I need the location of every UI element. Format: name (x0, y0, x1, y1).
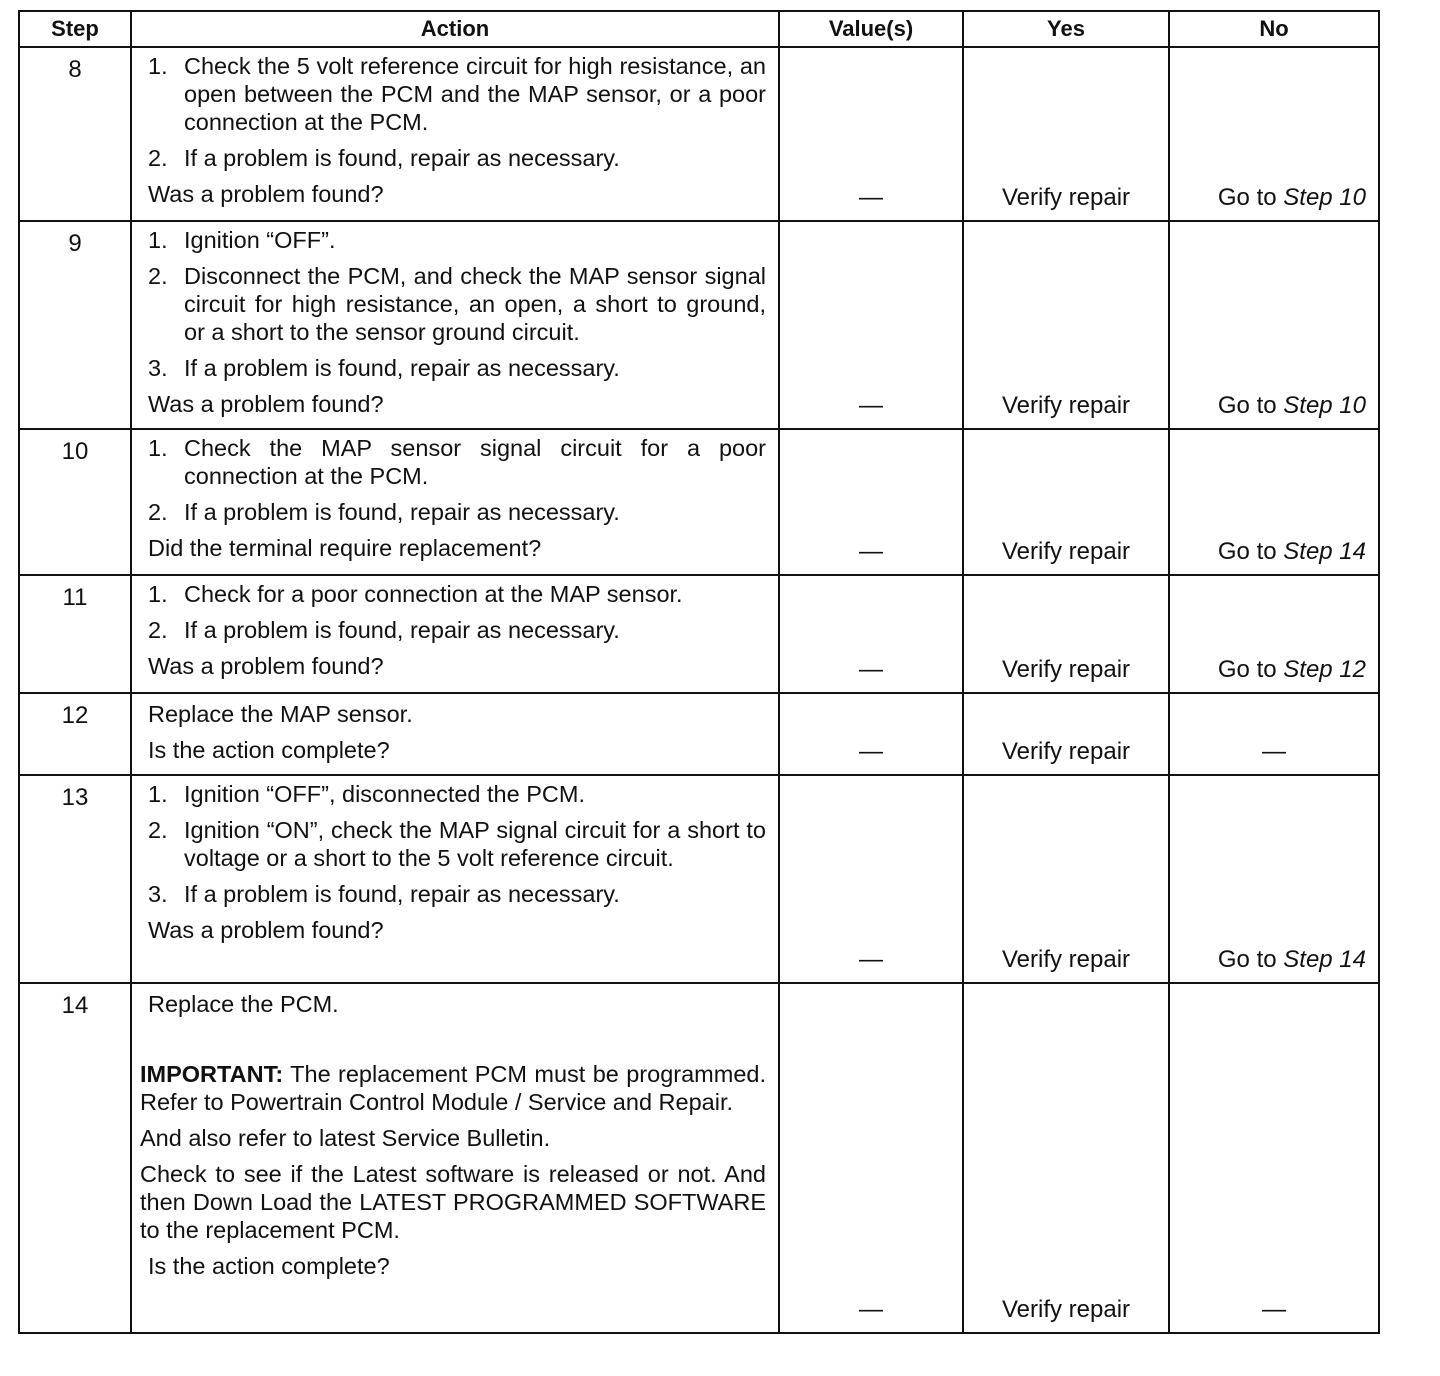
no-cell: — (1169, 693, 1379, 775)
value-cell: — (779, 575, 963, 693)
important-note (140, 1060, 766, 1116)
no-prefix: Go to (1217, 184, 1284, 211)
yes-cell: Verify repair (963, 221, 1169, 429)
step-reference: Step 10 (1283, 184, 1366, 211)
action-cell (131, 775, 779, 983)
table-row (19, 575, 1379, 693)
table-row (19, 221, 1379, 429)
action-list (148, 580, 766, 644)
table-row (19, 775, 1379, 983)
action-text: Replace the PCM. (148, 991, 339, 1017)
diagnostic-table (18, 10, 1380, 1334)
list-item: 2. If a problem is found, repair as necessary. (148, 145, 620, 171)
value-cell: — (779, 693, 963, 775)
header-step: Step (19, 11, 131, 47)
no-prefix: Go to (1217, 946, 1284, 973)
action-cell (131, 221, 779, 429)
step-number: 13 (19, 775, 131, 983)
question-text: Did the terminal require replacement? (148, 535, 542, 561)
table-row (19, 693, 1379, 775)
header-values: Value(s) (779, 11, 963, 47)
service-bulletin-note: And also refer to latest Service Bulletin. (140, 1125, 551, 1151)
value-cell: — (779, 983, 963, 1333)
yes-cell: Verify repair (963, 429, 1169, 575)
software-note: Check to see if the Latest software is released or not. And then Down Load the LATEST PROGRAMMED SOFTWARE to the replacement PCM. (140, 1161, 766, 1243)
no-cell (1169, 429, 1379, 575)
step-reference: Step 10 (1283, 392, 1366, 419)
header-action: Action (131, 11, 779, 47)
list-item: 2. Ignition “ON”, check the MAP signal circuit for a short to voltage or a short to the 5 volt reference circuit. (148, 817, 766, 871)
table-row (19, 47, 1379, 221)
list-item: 1. Check for a poor connection at the MAP sensor. (148, 581, 683, 607)
value-cell: — (779, 47, 963, 221)
step-number: 8 (19, 47, 131, 221)
action-list (148, 434, 766, 526)
list-item: 3. If a problem is found, repair as necessary. (148, 881, 620, 907)
action-cell (131, 693, 779, 775)
yes-cell: Verify repair (963, 775, 1169, 983)
important-label: IMPORTANT: (140, 1061, 284, 1087)
action-list (148, 52, 766, 172)
header-no: No (1169, 11, 1379, 47)
no-cell (1169, 775, 1379, 983)
list-item: 3. If a problem is found, repair as necessary. (148, 355, 620, 381)
no-cell: — (1169, 983, 1379, 1333)
action-cell (131, 983, 779, 1333)
action-cell (131, 575, 779, 693)
question-text: Was a problem found? (148, 653, 384, 679)
value-cell: — (779, 221, 963, 429)
list-item: 2. Disconnect the PCM, and check the MAP sensor signal circuit for high resistance, an open, a short to ground, or a short to the sensor ground circuit. (148, 263, 766, 345)
no-prefix: Go to (1217, 656, 1284, 683)
step-reference: Step 14 (1283, 538, 1366, 565)
no-cell (1169, 575, 1379, 693)
list-item: 1. Check the 5 volt reference circuit for high resistance, an open between the PCM and the MAP sensor, or a poor connection at the PCM. (148, 53, 766, 135)
table-row (19, 429, 1379, 575)
step-reference: Step 14 (1283, 946, 1366, 973)
no-cell (1169, 47, 1379, 221)
question-text: Was a problem found? (148, 917, 384, 943)
step-number: 9 (19, 221, 131, 429)
no-cell (1169, 221, 1379, 429)
action-list (148, 226, 766, 382)
step-number: 12 (19, 693, 131, 775)
list-item: 1. Ignition “OFF”, disconnected the PCM. (148, 781, 585, 807)
yes-cell: Verify repair (963, 693, 1169, 775)
value-cell: — (779, 429, 963, 575)
table-row (19, 983, 1379, 1333)
yes-cell: Verify repair (963, 575, 1169, 693)
yes-cell: Verify repair (963, 47, 1169, 221)
question-text: Was a problem found? (148, 181, 384, 207)
value-cell: — (779, 775, 963, 983)
action-list (148, 780, 766, 908)
step-reference: Step 12 (1283, 656, 1366, 683)
header-yes: Yes (963, 11, 1169, 47)
list-item: 2. If a problem is found, repair as necessary. (148, 617, 620, 643)
important-text: The replacement PCM must be programmed. Refer to Powertrain Control Module / Service and Repair. (140, 1061, 766, 1115)
list-item: 1. Check the MAP sensor signal circuit for a poor connection at the PCM. (148, 435, 766, 489)
action-cell (131, 429, 779, 575)
action-text: Replace the MAP sensor. (148, 701, 413, 727)
list-item: 2. If a problem is found, repair as necessary. (148, 499, 620, 525)
step-number: 11 (19, 575, 131, 693)
step-number: 10 (19, 429, 131, 575)
action-cell (131, 47, 779, 221)
no-prefix: Go to (1217, 392, 1284, 419)
question-text: Is the action complete? (148, 737, 390, 763)
question-text: Is the action complete? (148, 1253, 390, 1279)
header-row (19, 11, 1379, 47)
no-prefix: Go to (1217, 538, 1284, 565)
yes-cell: Verify repair (963, 983, 1169, 1333)
question-text: Was a problem found? (148, 391, 384, 417)
step-number: 14 (19, 983, 131, 1333)
list-item: 1. Ignition “OFF”. (148, 227, 336, 253)
